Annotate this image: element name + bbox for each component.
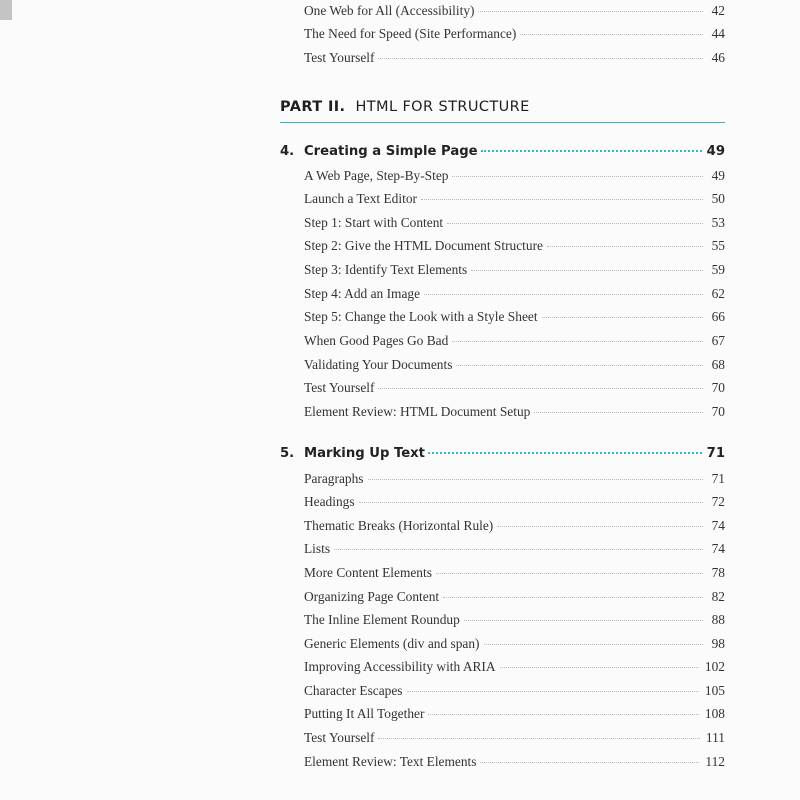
- toc-entry-page: 42: [711, 3, 725, 18]
- toc-entry-page: 59: [711, 262, 725, 277]
- toc-entry-page: 49: [711, 168, 725, 183]
- toc-entry-page: 88: [711, 612, 725, 627]
- toc-entry-page: 67: [711, 333, 725, 348]
- toc-entry[interactable]: [304, 516, 725, 536]
- toc-entry-page: 98: [711, 636, 725, 651]
- toc-entry[interactable]: [304, 752, 725, 772]
- dot-leader: [520, 33, 703, 35]
- toc-entry-page: 82: [711, 589, 725, 604]
- toc-entry-page: 68: [711, 357, 725, 372]
- toc-entry-title: Test Yourself: [304, 50, 375, 65]
- toc-entry-title: Test Yourself: [304, 730, 375, 745]
- toc-entry[interactable]: [304, 563, 725, 583]
- dot-leader: [428, 451, 702, 454]
- toc-entry-page: 70: [711, 380, 725, 395]
- toc-entry[interactable]: [304, 284, 725, 304]
- toc-entry-title: Character Escapes: [304, 683, 403, 698]
- toc-entry[interactable]: [304, 704, 725, 724]
- dot-leader: [424, 293, 703, 295]
- chapter-number: 4.: [280, 144, 295, 159]
- toc-entry-page: 62: [711, 286, 725, 301]
- toc-entry-page: 111: [705, 730, 725, 745]
- toc-entry-page: 112: [705, 754, 725, 769]
- dot-leader: [500, 666, 699, 668]
- toc-entry-page: 74: [711, 541, 725, 556]
- dot-leader: [547, 245, 703, 247]
- dot-leader: [378, 737, 699, 739]
- chapter-page: 49: [706, 144, 725, 159]
- toc-entry-page: 78: [711, 565, 725, 580]
- toc-entry-page: 66: [711, 309, 725, 324]
- toc-entry-title: The Need for Speed (Site Performance): [304, 26, 517, 41]
- toc-entry[interactable]: [304, 189, 725, 209]
- toc-entry[interactable]: [304, 355, 725, 375]
- toc-entry-title: More Content Elements: [304, 565, 432, 580]
- toc-entry-title: One Web for All (Accessibility): [304, 3, 475, 18]
- dot-leader: [407, 690, 699, 692]
- toc-entry-title: Paragraphs: [304, 471, 364, 486]
- toc-entry-title: Putting It All Together: [304, 706, 425, 721]
- toc-entry-title: Validating Your Documents: [304, 357, 453, 372]
- dot-leader: [542, 316, 703, 318]
- toc-entry-title: Lists: [304, 541, 331, 556]
- part-title: HTML FOR STRUCTURE: [355, 99, 530, 115]
- toc-entry-title: Step 1: Start with Content: [304, 215, 444, 230]
- part-heading: [280, 96, 725, 123]
- toc-entry-page: 71: [711, 471, 725, 486]
- toc-entry-title: Launch a Text Editor: [304, 191, 417, 206]
- dot-leader: [480, 761, 699, 763]
- dot-leader: [447, 222, 703, 224]
- toc-entry-title: A Web Page, Step-By-Step: [304, 168, 449, 183]
- dot-leader: [456, 364, 703, 366]
- toc-entry-title: Organizing Page Content: [304, 589, 440, 604]
- toc-entry-page: 105: [704, 683, 725, 698]
- toc-entry-page: 53: [711, 215, 725, 230]
- toc-entry-title: Element Review: HTML Document Setup: [304, 404, 531, 419]
- toc-entry-page: 72: [711, 494, 725, 509]
- dot-leader: [464, 619, 703, 621]
- toc-entry-title: Headings: [304, 494, 355, 509]
- toc-entry-page: 70: [711, 404, 725, 419]
- chapter-page: 71: [706, 446, 725, 461]
- toc-entry-title: Thematic Breaks (Horizontal Rule): [304, 518, 494, 533]
- dot-leader: [436, 572, 703, 574]
- toc-entry[interactable]: [304, 331, 725, 351]
- dot-leader: [378, 387, 703, 389]
- dot-leader: [443, 596, 703, 598]
- chapter-number: 5.: [280, 446, 295, 461]
- toc-entry-page: 50: [711, 191, 725, 206]
- toc-entry-title: Test Yourself: [304, 380, 375, 395]
- toc-entry-title: Step 3: Identify Text Elements: [304, 262, 468, 277]
- toc-entry[interactable]: [304, 402, 725, 422]
- toc-entry-title: Step 5: Change the Look with a Style Sheet: [304, 309, 538, 324]
- dot-leader: [378, 57, 703, 59]
- chapter-heading-4[interactable]: [280, 141, 725, 163]
- toc-entry[interactable]: [304, 213, 725, 233]
- toc-entry-title: Step 4: Add an Image: [304, 286, 421, 301]
- dot-leader: [452, 175, 703, 177]
- dot-leader: [478, 10, 703, 12]
- dot-leader: [484, 643, 703, 645]
- toc-entry[interactable]: [304, 24, 725, 44]
- toc-entry-title: Step 2: Give the HTML Document Structure: [304, 238, 543, 253]
- part-label: PART II.: [280, 99, 346, 115]
- toc-entry[interactable]: [304, 492, 725, 512]
- toc-entry[interactable]: [304, 681, 725, 701]
- chapter-title: Creating a Simple Page: [304, 144, 478, 159]
- toc-entry-page: 74: [711, 518, 725, 533]
- toc-entry[interactable]: [304, 539, 725, 559]
- toc-entry-page: 102: [704, 659, 725, 674]
- toc-entry-title: Element Review: Text Elements: [304, 754, 477, 769]
- chapter-heading-5[interactable]: [280, 443, 725, 465]
- toc-entry[interactable]: [304, 307, 725, 327]
- toc-entry-title: When Good Pages Go Bad: [304, 333, 449, 348]
- dot-leader: [534, 411, 703, 413]
- dot-leader: [368, 478, 704, 480]
- toc-entry-page: 46: [711, 50, 725, 65]
- dot-leader: [471, 269, 703, 271]
- toc-entry[interactable]: [304, 587, 725, 607]
- toc-entry-page: 108: [704, 706, 725, 721]
- dot-leader: [428, 713, 698, 715]
- toc-entry-title: Improving Accessibility with ARIA: [304, 659, 496, 674]
- toc-entry[interactable]: [304, 657, 725, 677]
- toc-entry[interactable]: [304, 610, 725, 630]
- toc-entry[interactable]: [304, 166, 725, 186]
- toc-entry[interactable]: [304, 378, 725, 398]
- chapter-title: Marking Up Text: [304, 446, 425, 461]
- dot-leader: [421, 198, 703, 200]
- toc-entry[interactable]: [304, 469, 725, 489]
- toc-entry-title: Generic Elements (div and span): [304, 636, 480, 651]
- toc-entry[interactable]: [304, 634, 725, 654]
- dot-leader: [334, 548, 703, 550]
- toc-entry-title: The Inline Element Roundup: [304, 612, 460, 627]
- dot-leader: [497, 525, 703, 527]
- toc-entry[interactable]: [304, 728, 725, 748]
- toc-entry[interactable]: [304, 236, 725, 256]
- toc-entry-page: 44: [711, 26, 725, 41]
- dot-leader: [481, 149, 702, 152]
- toc-entry[interactable]: [304, 260, 725, 280]
- toc-entry[interactable]: [304, 48, 725, 68]
- dot-leader: [452, 340, 703, 342]
- toc-entry[interactable]: [304, 1, 725, 21]
- dot-leader: [359, 501, 703, 503]
- toc-entry-page: 55: [711, 238, 725, 253]
